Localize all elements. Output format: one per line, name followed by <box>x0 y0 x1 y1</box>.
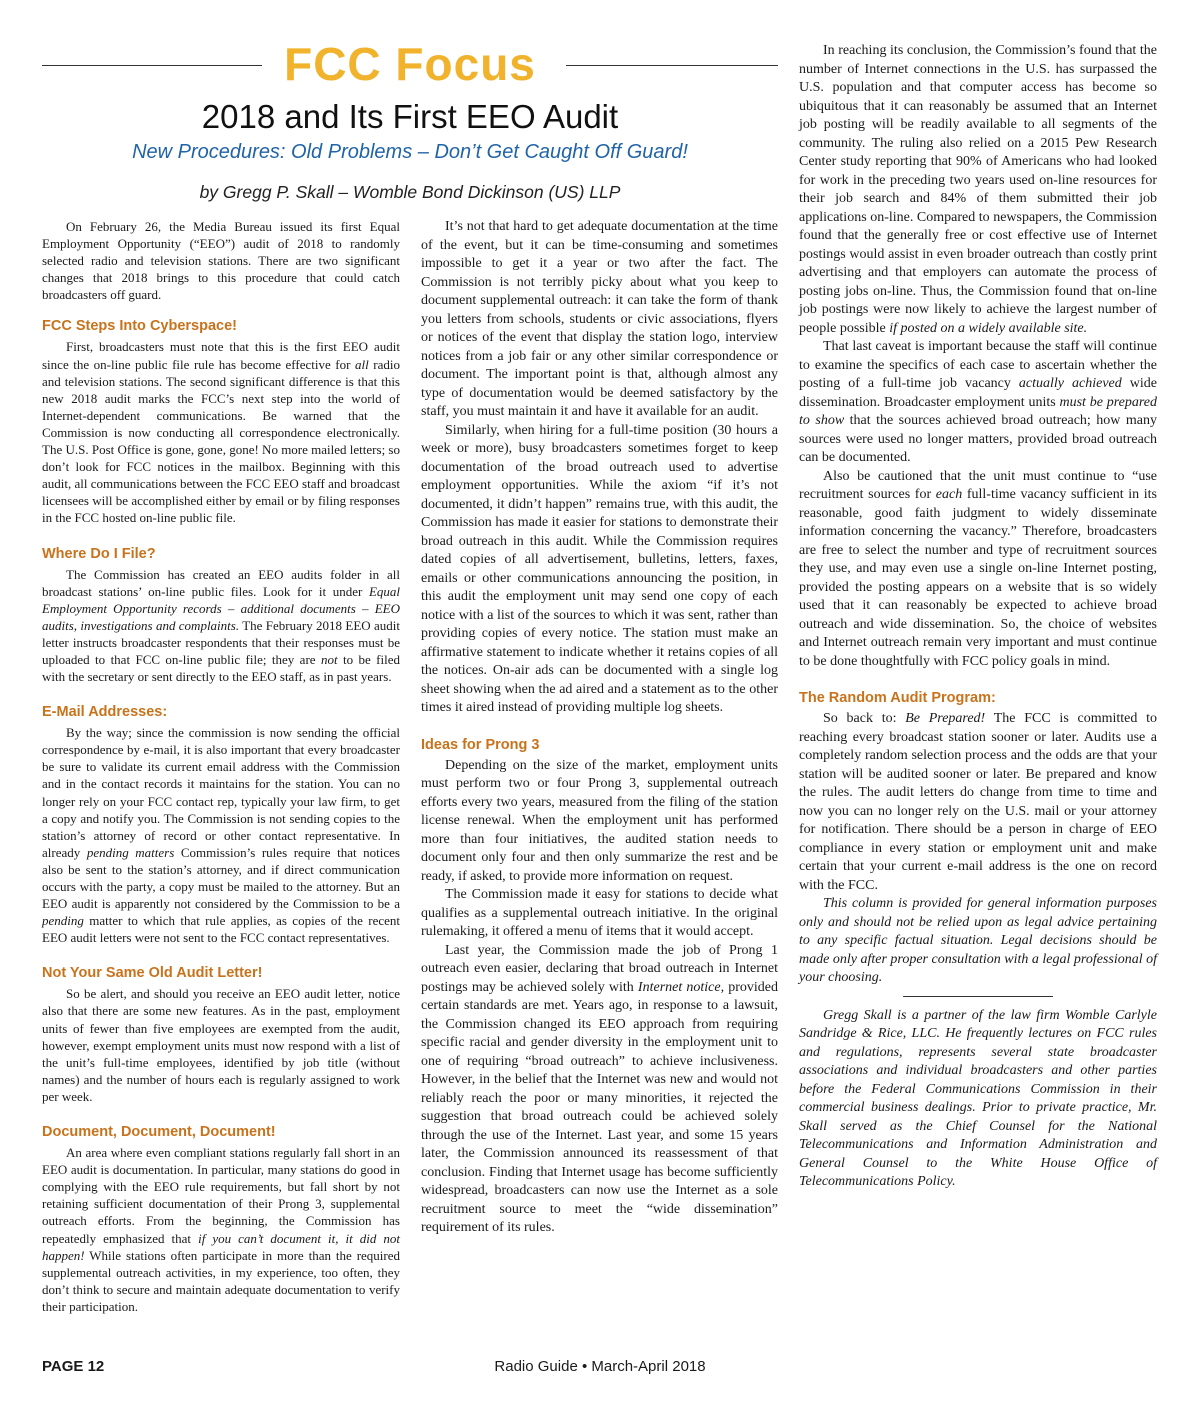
section-title: FCC Focus <box>268 36 552 92</box>
intro-paragraph: On February 26, the Media Bureau issued its first Equal Employment Opportunity (“EEO”) audit of 2018 to randomly selected radio and television stations. There are two significant changes that 2018 brings to this procedure that could catch broadcasters off guard. <box>42 219 400 303</box>
divider <box>903 996 1053 997</box>
publication-footer: Radio Guide • March-April 2018 <box>494 1358 706 1375</box>
paragraph: The Commission made it easy for stations to decide what qualifies as a supplemental outreach initiative. In the original rulemaking, it offered a menu of items that it would accept. <box>421 887 778 939</box>
paragraph: It’s not that hard to get adequate documentation at the time of the event, but it can be time-consuming and sometimes impossible to get it a year or two after the fact. The Commission is not terribly picky about what you keep to document supplemental outreach: it can take the form of thank you letters from schools, students or civic associations, flyers or notices of the event that display the station logo, interview notices from a job fair or any other similar correspondence or document. The important point is that, although almost any type of documentation would be deemed satisfactory by the staff, you must maintain it and have it available for an audit. <box>421 219 778 419</box>
paragraph: An area where even compliant stations regularly fall short in an EEO audit is documentation. In particular, many stations do good in complying with the EEO rule requirements, but fall short by not retaining sufficient documentation of their Prong 3, supplemental outreach efforts. From the beginning, the Commission has repeatedly emphasized that if you can’t document it, it did not happen! While stations often participate in more than the required supplemental outreach activities, in my experience, too often, they don’t think to secure and maintain adequate documentation to verify their participation. <box>42 1145 400 1314</box>
subheading-document: Document, Document, Document! <box>42 1124 276 1141</box>
paragraph: Last year, the Commission made the job of Prong 1 outreach even easier, declaring that broad outreach in Internet postings may be achieved solely with Internet notice, provided certain standards are met. Years ago, in response to a lawsuit, the Commission changed its EEO approach from requiring specific racial and gender diversity in the employment unit to one of requiring “broad outreach” to achieve inclusiveness. However, in the belief that the Internet was new and would not reliably reach the poor or many minorities, it rejected the suggestion that broad outreach could be achieved solely through the use of the Internet. Last year, and some 15 years later, the Commission announced its reassessment of that conclusion. Finding that Internet usage has become sufficiently widespread, broadcasters can now use the Internet as a sole recruitment source to meet the “wide dissemination” requirement of its rules. <box>421 942 778 1235</box>
column-2 <box>421 218 778 1238</box>
paragraph: First, broadcasters must note that this is the first EEO audit since the on-line public file rule has become effective for all radio and television stations. The second significant difference is that this new 2018 audit marks the FCC’s next step into the world of Internet-dependent communications. Be warned that the Commission is now conducting all correspondence electronically. The U.S. Post Office is gone, gone, gone! No more mailed letters; so don’t look for FCC notices in the mailbox. Beginning with this audit, all communications between the FCC EEO staff and broadcast licensees will be accomplished either by email or by filing responses in the FCC hosted on-line public file. <box>42 339 400 526</box>
subheading-prong3: Ideas for Prong 3 <box>421 736 540 753</box>
paragraph: So be alert, and should you receive an EEO audit letter, notice also that there are some new features. As in the past, employment units of fewer than five employees are exempted from the audit, however, exempt employment units must now respond with a list of the unit’s full-time employees, identified by job title (without names) and the number of hours each is regularly assigned to work per week. <box>42 986 400 1104</box>
author-bio: Gregg Skall is a partner of the law firm Womble Carlyle Sandridge & Rice, LLC. He frequently lectures on FCC rules and regulations, represents several state broadcaster associations and individual broadcasters and other parties before the Federal Communications Commission in their commercial business dealings. Prior to private practice, Mr. Skall served as the Chief Counsel for the National Telecommunications and Information Administration and General Counsel to the White House Office of Telecommunications Policy. <box>799 1007 1157 1189</box>
paragraph: Depending on the size of the market, employment units must perform two or four Prong 3, supplemental outreach efforts every two years, measured from the filing of the station license renewal. When the employment unit has performed more than four initiatives, the audited station needs to document only four and then only summarize the rest and be ready, if asked, to provide more information on request. <box>421 757 778 884</box>
column-3 <box>799 42 1157 1192</box>
subheading-random-audit: The Random Audit Program: <box>799 690 996 706</box>
subheading-cyberspace: FCC Steps Into Cyberspace! <box>42 318 237 335</box>
subheading-where-file: Where Do I File? <box>42 545 156 562</box>
subhead: New Procedures: Old Problems – Don’t Get Caught Off Guard! <box>132 141 688 163</box>
column-1 <box>42 218 400 1315</box>
headline: 2018 and Its First EEO Audit <box>201 98 619 135</box>
section-title-block <box>0 36 820 92</box>
disclaimer: This column is provided for general information purposes only and should not be relied upon as legal advice pertaining to any specific factual situation. Legal decisions should be made only after proper consultation with a legal professional of your choosing. <box>799 896 1157 985</box>
paragraph: That last caveat is important because the staff will continue to examine the specifics of each case to ascertain whether the posting of a full-time job vacancy actually achieved wide dissemination. Broadcaster employment units must be prepared to show that the sources achieved broad outreach; how many sources were used no longer matters, provided broad outreach can be documented. <box>799 339 1157 465</box>
paragraph: So back to: Be Prepared! The FCC is committed to reaching every broadcast station sooner or later. Audits use a completely random selection process and the odds are that your station will be audited sooner or later. Be prepared and know the rules. The audit letters do change from time to time and now you can no longer rely on the U.S. mail or your attorney for notification. There should be a person in charge of EEO compliance in every station or employment unit and make certain that your current e-mail address is the one on record with the FCC. <box>799 711 1158 893</box>
paragraph: Similarly, when hiring for a full-time position (30 hours a week or more), busy broadcasters sometimes forget to keep documentation of the broad outreach used to advertise employment opportunities. While the axiom “if it’s not documented, it didn’t happen” remains true, with this audit, the Commission has made it easier for stations to demonstrate their broad outreach in this audit. While the Commission requires dated copies of all advertisement, bulletins, letters, faxes, emails or other communications announcing the position, in this audit the employment unit may send one copy of each notice with a list of the sources to which it was sent, rather than providing copies of every notice. The station must make an affirmative statement to indicate whether it retains copies of all the notices. On-air ads can be documented with a single log sheet showing when the ad aired and a statement as to the other times it aired instead of providing multiple log sheets. <box>421 422 778 715</box>
paragraph: By the way; since the commission is now sending the official correspondence by e-mail, it is also important that every broadcaster be sure to validate its current email address with the Commission and in the contact records it maintains for the station. You can no longer rely on your FCC contact rep, typically your law firm, to get a copy and notify you. The Commission is not sending copies to the station’s attorney of record or other contact representative. In already pending matters Commission’s rules require that notices also be sent to the station’s attorney, and if direct communication occurs with the party, a copy must be mailed to the attorney. But an EEO audit is apparently not considered by the Commission to be a pending matter to which that rule applies, as copies of the recent EEO audit letters were not sent to the FCC contact representatives. <box>42 725 400 946</box>
paragraph: The Commission has created an EEO audits folder in all broadcast stations’ on-line public files. Look for it under Equal Employment Opportunity records – additional documents – EEO audits, investigations and complaints. The February 2018 EEO audit letter instructs broadcaster respondents that their responses must be uploaded to that FCC on-line public file; they are not to be filed with the secretary or sent directly to the EEO staff, as in past years. <box>42 566 400 685</box>
paragraph: Also be cautioned that the unit must continue to “use recruitment sources for each full-time vacancy sufficient in its reasonable, good faith judgment to widely disseminate information concerning the vacancy.” Therefore, broadcasters are free to select the number and type of recruitment sources they use, and may even use a single on-line Internet posting, provided the posting appears on a website that is so widely used that it can reasonably be expected to achieve broad outreach and wide dissemination. So, the choice of websites and Internet outreach remain very important and must continue to be done thoughtfully with FCC policy goals in mind. <box>799 468 1157 669</box>
subheading-audit-letter: Not Your Same Old Audit Letter! <box>42 965 263 982</box>
paragraph: In reaching its conclusion, the Commission’s found that the number of Internet connections in the U.S. has surpassed the U.S. population and that computer access has become so ubiquitous that it can reasonably be assumed that an Internet job posting will be readily available to all segments of the community. The ruling also relied on a 2015 Pew Research Center study reporting that 90% of Americans who had looked for work in the preceding two years used on-line resources for their job search and 84% of them submitted their job applications on-line. Compared to newspapers, the Commission found that the generally free or cost effective use of Internet postings would assist in even broader outreach than costly print advertising and that employers can automate the process of posting jobs on-line. Thus, the Commission found that on-line job postings were now likely to achieve the largest number of people possible if posted on a widely available site. <box>799 43 1157 336</box>
subheading-email: E-Mail Addresses: <box>42 704 168 721</box>
page-number: PAGE 12 <box>42 1358 105 1375</box>
byline: by Gregg P. Skall – Womble Bond Dickinson (US) LLP <box>199 182 621 202</box>
